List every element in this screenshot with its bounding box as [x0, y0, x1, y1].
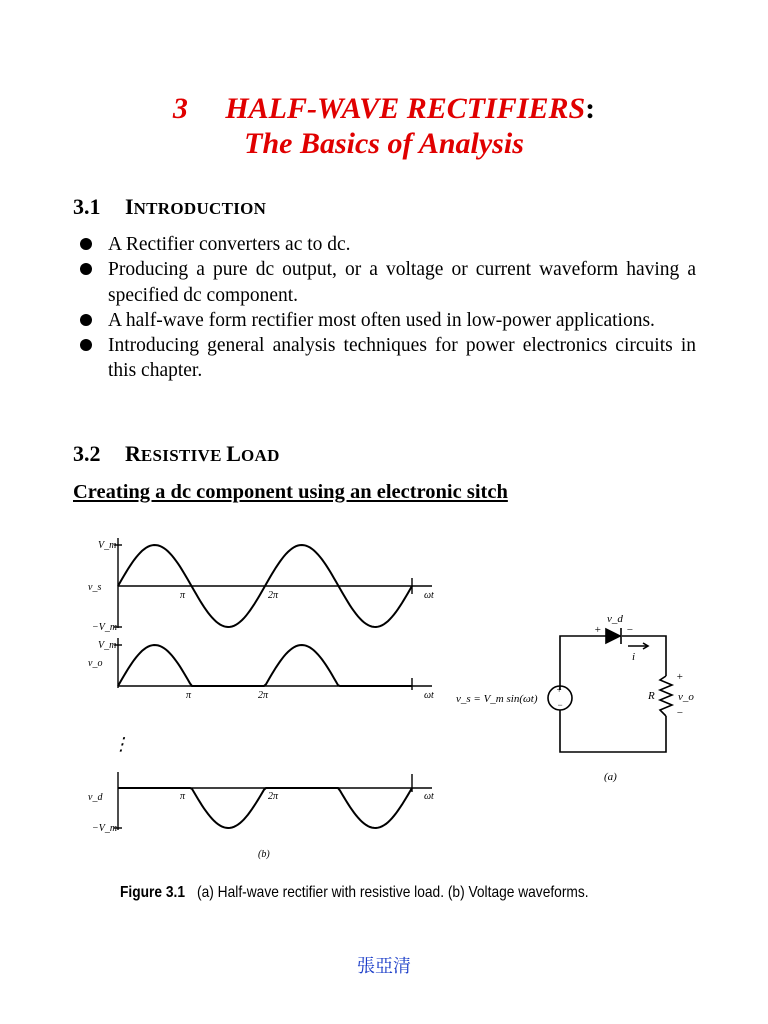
section-title-rest: ESISTIVE: [140, 446, 227, 465]
plot2-pi-label: π: [186, 690, 192, 701]
section-number: 3.1: [73, 194, 101, 219]
ellipsis-icon: ⋮: [112, 734, 130, 754]
load-plus: +: [676, 671, 684, 683]
section-title-cap: I: [125, 194, 134, 219]
plot3-2pi-label: 2π: [268, 791, 279, 802]
footer-author: 張亞清: [357, 956, 411, 977]
chapter-title-main: 3 HALF-WAVE RECTIFIERS: [172, 92, 586, 125]
plot1-2pi-label: 2π: [268, 590, 279, 601]
plot2-halfwave: [118, 645, 412, 686]
section-title-cap: L: [226, 441, 241, 466]
plot1-vmax-label: V_m: [98, 540, 117, 551]
plot2-y-label: v_o: [88, 658, 103, 669]
section-title-rest: NTRODUCTION: [133, 199, 267, 218]
plot1-vmin-label: −V_m: [92, 622, 118, 633]
bullet-text: A Rectifier converters ac to dc.: [108, 234, 351, 255]
figure-label-b: (b): [258, 849, 270, 860]
caption-text: (a) Half-wave rectifier with resistive load. (b) Voltage waveforms.: [197, 884, 589, 901]
plot2-vmax-label: V_m: [98, 640, 117, 651]
source-minus: −: [557, 700, 564, 710]
circuit-wire: [622, 636, 666, 676]
plot3-pi-label: π: [180, 791, 186, 802]
plot3-vmin-label: −V_m: [92, 823, 118, 834]
figure-label-a: (a): [604, 771, 617, 783]
subheading: Creating a dc component using an electronic sitch: [73, 481, 508, 503]
diode-plus: +: [594, 624, 602, 636]
circuit-wire: [560, 710, 666, 752]
plot2-x-label: ωt: [424, 690, 434, 701]
load-voltage-label: v_o: [678, 691, 694, 703]
caption-id: Figure 3.1: [120, 884, 185, 901]
plot1-pi-label: π: [180, 590, 186, 601]
diode-voltage-label: v_d: [607, 613, 623, 625]
section-title-cap: R: [125, 441, 141, 466]
plot3-x-label: ωt: [424, 791, 434, 802]
bullet-text: Producing a pure dc output, or a voltage or current waveform having a specified dc component.: [108, 259, 696, 306]
plot3-diode-voltage: [118, 788, 412, 828]
plot2-2pi-label: 2π: [258, 690, 269, 701]
resistor-label: R: [648, 690, 655, 702]
source-plus: +: [556, 685, 563, 695]
resistor-icon: [660, 676, 672, 716]
circuit-wire: [560, 636, 606, 690]
diode-minus: −: [626, 624, 634, 636]
bullet-text: Introducing general analysis techniques for power electronics circuits in this chapter.: [108, 335, 696, 382]
section-number: 3.2: [73, 441, 101, 466]
chapter-title-colon: :: [585, 92, 596, 125]
diode-icon: [606, 629, 620, 643]
load-minus: −: [676, 707, 684, 719]
source-equation: v_s = V_m sin(ωt): [456, 693, 538, 705]
section-title-rest: OAD: [240, 446, 280, 465]
current-label: i: [632, 651, 636, 663]
plot1-x-label: ωt: [424, 590, 434, 601]
plot3-y-label: v_d: [88, 792, 103, 803]
plot1-y-label: v_s: [88, 582, 102, 593]
bullet-text: A half-wave form rectifier most often used in low-power applications.: [108, 309, 655, 331]
chapter-subtitle: The Basics of Analysis: [244, 127, 524, 160]
figure-caption: [120, 884, 589, 902]
